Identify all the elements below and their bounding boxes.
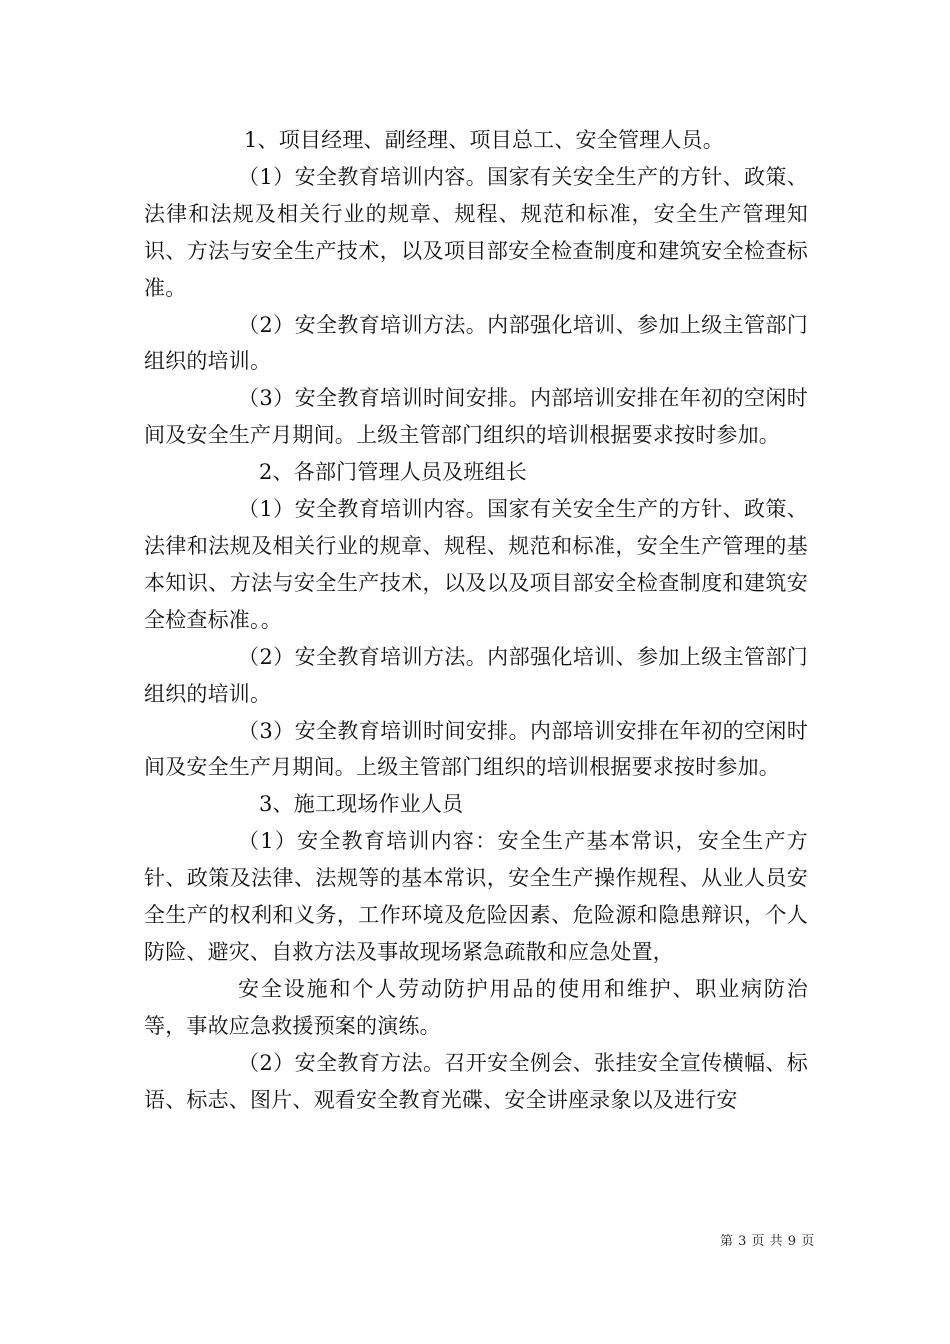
paragraph-3-1: （1）安全教育培训内容：安全生产基本常识，安全生产方针、政策及法律、法规等的基本常识，安全生产操作规程、从业人员安全生产的权利和义务，工作环境及危险因素、危险源和隐患辩识，个人防险、避灾、自救方法及事故现场紧急疏散和应急处置， <box>144 829 808 964</box>
paragraph-3-1-continued: 安全设施和个人劳动防护用品的使用和维护、职业病防治等，事故应急救援预案的演练。 <box>144 976 808 1038</box>
section-heading-3: 3、施工现场作业人员 <box>259 792 464 817</box>
paragraph-2-2: （2）安全教育培训方法。内部强化培训、参加上级主管部门组织的培训。 <box>144 644 808 706</box>
paragraph-3-2: （2）安全教育方法。召开安全例会、张挂安全宣传横幅、标语、标志、图片、观看安全教育光碟、安全讲座录象以及进行安 <box>144 1050 808 1112</box>
paragraph-2-3: （3）安全教育培训时间安排。内部培训安排在年初的空闲时间及安全生产月期间。上级主管部门组织的培训根据要求按时参加。 <box>144 718 808 780</box>
document-body <box>144 122 808 1118</box>
paragraph-2-1: （1）安全教育培训内容。国家有关安全生产的方针、政策、法律和法规及相关行业的规章、规程、规范和标准，安全生产管理的基本知识、方法与安全生产技术，以及以及项目部安全检查制度和建筑安全检查标准。。 <box>144 497 808 632</box>
paragraph-1-3: （3）安全教育培训时间安排。内部培训安排在年初的空闲时间及安全生产月期间。上级主管部门组织的培训根据要求按时参加。 <box>144 386 808 448</box>
paragraph-1-2: （2）安全教育培训方法。内部强化培训、参加上级主管部门组织的培训。 <box>144 312 808 374</box>
section-heading-1: 1、项目经理、副经理、项目总工、安全管理人员。 <box>244 128 724 152</box>
section-heading-2: 2、各部门管理人员及班组长 <box>259 460 527 485</box>
paragraph-1-1: （1）安全教育培训内容。国家有关安全生产的方针、政策、法律和法规及相关行业的规章、规程、规范和标准，安全生产管理知识、方法与安全生产技术，以及项目部安全检查制度和建筑安全检查标准。 <box>144 164 808 300</box>
page-number: 第 3 页 共 9 页 <box>720 1234 815 1249</box>
